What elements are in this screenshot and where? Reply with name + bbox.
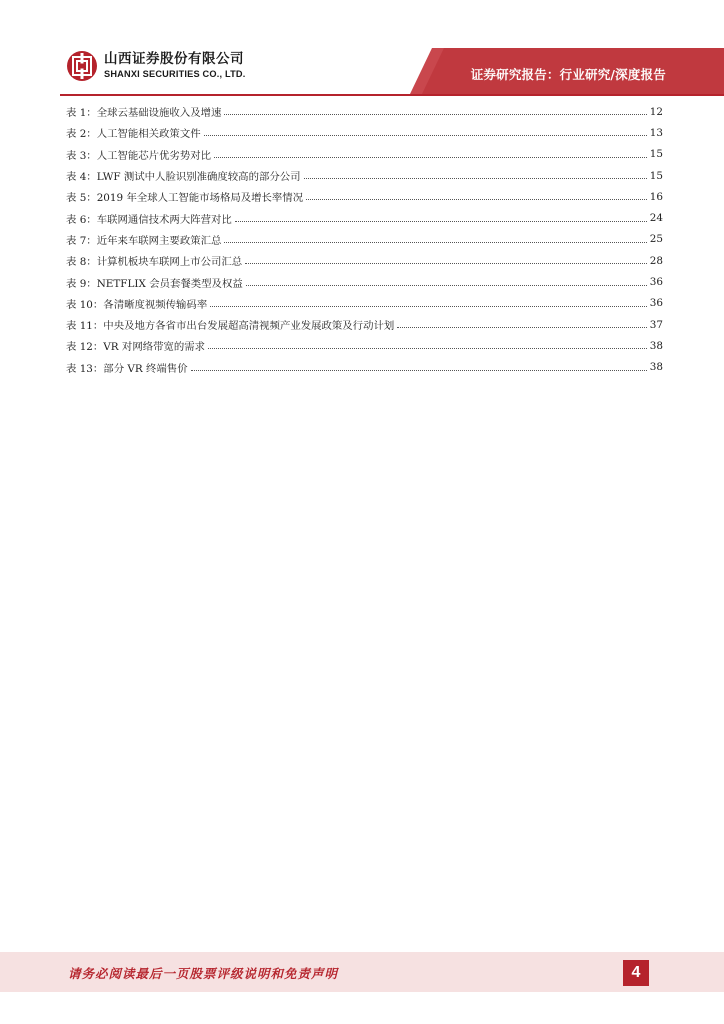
toc-entry[interactable] bbox=[66, 271, 663, 292]
toc-dot-leader bbox=[245, 263, 647, 264]
company-name-cn: 山西证券股份有限公司 bbox=[104, 50, 244, 67]
toc-entry-label: 表 6：车联网通信技术两大阵营对比 bbox=[66, 213, 232, 226]
toc-entry-page: 28 bbox=[649, 254, 663, 267]
toc-entry-page: 16 bbox=[649, 190, 663, 203]
header-divider bbox=[60, 94, 724, 96]
toc-entry[interactable] bbox=[66, 207, 663, 228]
toc-entry-label: 表 8：计算机板块车联网上市公司汇总 bbox=[66, 256, 243, 269]
toc-entry[interactable] bbox=[66, 335, 663, 356]
toc-dot-leader bbox=[204, 135, 647, 136]
toc-dot-leader bbox=[208, 348, 647, 349]
toc-entry[interactable] bbox=[66, 101, 663, 122]
toc-entry-page: 36 bbox=[649, 276, 663, 289]
toc-dot-leader bbox=[397, 327, 647, 328]
toc-entry-page: 24 bbox=[649, 212, 663, 225]
toc-entry-page: 12 bbox=[649, 105, 663, 118]
toc-entry[interactable] bbox=[66, 357, 663, 378]
toc-entry-label: 表 9：NETFLIX 会员套餐类型及权益 bbox=[66, 277, 243, 290]
toc-entry-label: 表 10：各清晰度视频传输码率 bbox=[66, 298, 208, 311]
company-logo bbox=[66, 50, 246, 82]
toc-entry-label: 表 5：2019 年全球人工智能市场格局及增长率情况 bbox=[66, 192, 304, 205]
toc-entry-page: 37 bbox=[649, 318, 663, 331]
toc-entry-page: 38 bbox=[649, 339, 663, 352]
table-of-tables bbox=[66, 101, 663, 378]
toc-entry-label: 表 2：人工智能相关政策文件 bbox=[66, 128, 201, 141]
toc-entry-label: 表 4：LWF 测试中人脸识别准确度较高的部分公司 bbox=[66, 171, 301, 184]
toc-entry-page: 25 bbox=[649, 233, 663, 246]
toc-entry-label: 表 13：部分 VR 终端售价 bbox=[66, 362, 188, 375]
company-logo-icon bbox=[66, 50, 98, 82]
toc-entry[interactable] bbox=[66, 250, 663, 271]
toc-entry-page: 13 bbox=[649, 126, 663, 139]
toc-entry-label: 表 7：近年来车联网主要政策汇总 bbox=[66, 234, 222, 247]
toc-entry-page: 36 bbox=[649, 297, 663, 310]
toc-dot-leader bbox=[210, 306, 647, 307]
toc-entry-label: 表 3：人工智能芯片优劣势对比 bbox=[66, 149, 211, 162]
toc-entry[interactable] bbox=[66, 186, 663, 207]
toc-entry[interactable] bbox=[66, 144, 663, 165]
toc-entry[interactable] bbox=[66, 122, 663, 143]
toc-dot-leader bbox=[246, 285, 647, 286]
toc-entry[interactable] bbox=[66, 229, 663, 250]
toc-dot-leader bbox=[224, 114, 646, 115]
toc-entry[interactable] bbox=[66, 165, 663, 186]
toc-dot-leader bbox=[304, 178, 647, 179]
toc-dot-leader bbox=[214, 157, 647, 158]
toc-entry-label: 表 12：VR 对网络带宽的需求 bbox=[66, 341, 206, 354]
toc-dot-leader bbox=[235, 221, 647, 222]
toc-entry[interactable] bbox=[66, 293, 663, 314]
toc-entry-page: 15 bbox=[649, 169, 663, 182]
toc-dot-leader bbox=[306, 199, 647, 200]
toc-entry-label: 表 1：全球云基础设施收入及增速 bbox=[66, 107, 222, 120]
company-name-en: SHANXI SECURITIES CO., LTD. bbox=[104, 69, 246, 80]
toc-entry-label: 表 11：中央及地方各省市出台发展超高清视频产业发展政策及行动计划 bbox=[66, 320, 395, 333]
toc-dot-leader bbox=[224, 242, 646, 243]
disclaimer-text: 请务必阅读最后一页股票评级说明和免责声明 bbox=[68, 966, 339, 981]
page-footer bbox=[0, 952, 724, 992]
report-type-label: 证券研究报告：行业研究/深度报告 bbox=[470, 67, 666, 82]
page-number-badge: 4 bbox=[623, 960, 649, 986]
toc-entry-page: 15 bbox=[649, 148, 663, 161]
toc-entry-page: 38 bbox=[649, 361, 663, 374]
page-header bbox=[0, 0, 724, 96]
toc-entry[interactable] bbox=[66, 314, 663, 335]
toc-dot-leader bbox=[191, 370, 647, 371]
